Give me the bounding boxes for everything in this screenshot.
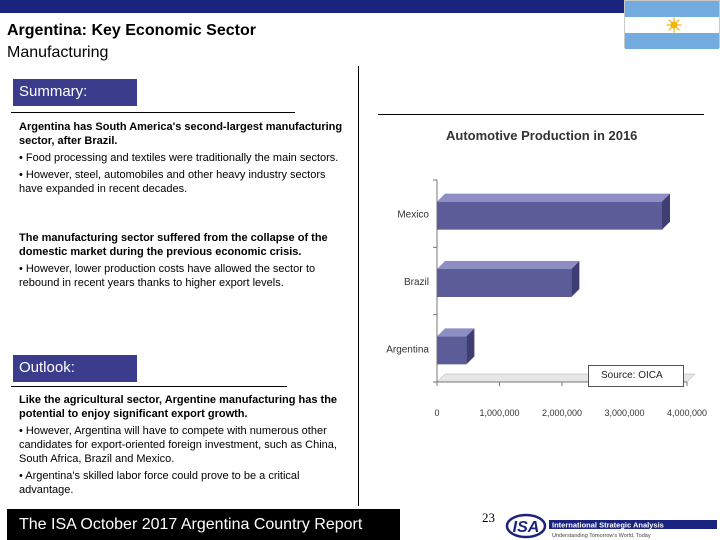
bar-top-mexico — [437, 194, 670, 202]
automotive-production-chart — [360, 150, 710, 430]
summary-paragraph-2 — [19, 231, 349, 290]
outlook-heading: Outlook: — [13, 355, 137, 382]
outlook-bullet-2: • Argentina's skilled labor force could prove to be a critical advantage. — [19, 470, 300, 496]
logo-mark-text: ISA — [512, 519, 540, 536]
report-footer: The ISA October 2017 Argentina Country Report — [7, 509, 400, 540]
category-label: Mexico — [397, 209, 429, 221]
summary-p1-lead: Argentina has South America's second-largest manufacturing sector, after Brazil. — [19, 121, 343, 147]
page-subtitle: Manufacturing — [7, 44, 109, 61]
chart-rule — [378, 114, 704, 115]
x-tick-label: 4,000,000 — [666, 408, 708, 418]
bar-mexico — [437, 202, 662, 230]
summary-heading: Summary: — [13, 79, 137, 106]
summary-p2-lead: The manufacturing sector suffered from the collapse of the domestic market during the previous economic crisis. — [19, 232, 328, 258]
summary-p1-bullet-2: • However, steel, automobiles and other heavy industry sectors have expanded in recent decades. — [19, 169, 326, 195]
chart-title: Automotive Production in 2016 — [446, 128, 638, 143]
isa-logo — [504, 510, 720, 540]
logo-title: International Strategic Analysis — [552, 520, 664, 530]
sun-icon — [666, 17, 682, 33]
outlook-bullet-1: • However, Argentina will have to compete with numerous other candidates for export-oriented foreign investment, such as China, South Africa, Brazil and Mexico. — [19, 425, 337, 465]
summary-p2-bullet-1: • However, lower production costs have allowed the sector to rebound in recent years thanks to higher export levels. — [19, 263, 316, 289]
summary-paragraph-1 — [19, 120, 349, 196]
x-tick-label: 1,000,000 — [479, 408, 520, 418]
x-tick-label: 3,000,000 — [604, 408, 645, 418]
outlook-lead: Like the agricultural sector, Argentine manufacturing has the potential to enjoy significant export growth. — [19, 394, 338, 420]
x-tick-label: 0 — [434, 408, 440, 418]
bar-argentina — [437, 336, 466, 364]
summary-p1-bullet-1: • Food processing and textiles were traditionally the main sectors. — [19, 152, 339, 164]
x-tick-label: 2,000,000 — [541, 408, 583, 418]
category-label: Argentina — [386, 344, 429, 356]
page-number: 23 — [482, 510, 495, 525]
bar-brazil — [437, 269, 571, 297]
bar-top-brazil — [437, 261, 579, 269]
argentina-flag-icon — [624, 0, 720, 48]
column-divider — [358, 66, 359, 506]
top-bar — [0, 0, 624, 13]
logo-tagline: Understanding Tomorrow's World, Today — [552, 533, 651, 539]
outlook-paragraph — [19, 393, 349, 497]
chart-source: Source: OICA — [588, 365, 684, 387]
page-title: Argentina: Key Economic Sector — [7, 22, 256, 39]
summary-rule — [11, 112, 295, 113]
category-label: Brazil — [403, 277, 429, 288]
outlook-rule — [11, 386, 287, 387]
